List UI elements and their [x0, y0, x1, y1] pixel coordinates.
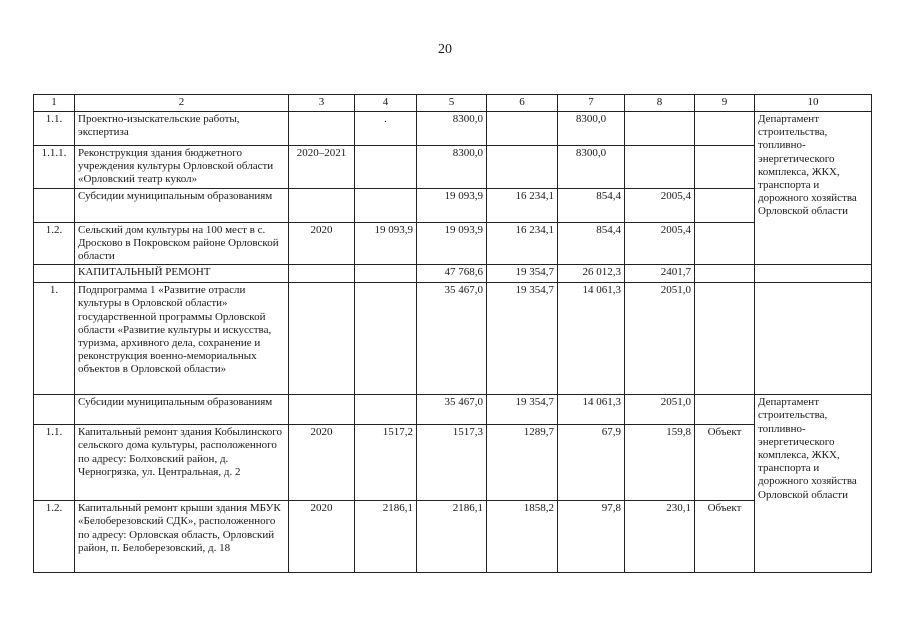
header-cell: 8 — [625, 95, 695, 112]
row-number: 1. — [34, 283, 75, 395]
value-cell: 1858,2 — [487, 501, 558, 573]
row-name: Субсидии муниципальным образованиям — [75, 188, 289, 222]
table-row — [34, 222, 872, 265]
value-cell: 1517,2 — [355, 425, 417, 501]
value-cell: 1517,3 — [417, 425, 487, 501]
value-cell — [625, 112, 695, 146]
row-name: Капитальный ремонт крыши здания МБУК «Белоберезовский СДК», расположенного по адресу: Орловская область, Орловский район, п. Белоберезовский, д. 18 — [75, 501, 289, 573]
value-cell: 2401,7 — [625, 265, 695, 283]
period-cell — [289, 283, 355, 395]
row-number — [34, 188, 75, 222]
value-cell: 8300,0 — [417, 112, 487, 146]
row-number: 1.2. — [34, 501, 75, 573]
row-name: Сельский дом культуры на 100 мест в с. Дросково в Покровском районе Орловской области — [75, 222, 289, 265]
table-row — [34, 395, 872, 425]
type-cell — [695, 283, 755, 395]
header-cell: 6 — [487, 95, 558, 112]
value-cell: 16 234,1 — [487, 188, 558, 222]
value-cell: 2186,1 — [417, 501, 487, 573]
value-cell: 26 012,3 — [558, 265, 625, 283]
row-name: Подпрограмма 1 «Развитие отрасли культуры в Орловской области» государственной программы Орловской области «Развитие культуры и искусства, туризма, архивного дела, сохранение и реконструкция военно-мемориальных объектов в Орловской области» — [75, 283, 289, 395]
value-cell — [355, 265, 417, 283]
value-cell — [355, 146, 417, 189]
type-cell: Объект — [695, 425, 755, 501]
value-cell — [355, 283, 417, 395]
value-cell: 67,9 — [558, 425, 625, 501]
value-cell — [487, 112, 558, 146]
table-row — [34, 283, 872, 395]
table-row — [34, 188, 872, 222]
value-cell: . — [355, 112, 417, 146]
value-cell — [355, 395, 417, 425]
value-cell: 159,8 — [625, 425, 695, 501]
row-name: Проектно-изыскательские работы, экспертиза — [75, 112, 289, 146]
program-table — [33, 94, 872, 573]
value-cell: 35 467,0 — [417, 395, 487, 425]
value-cell: 2186,1 — [355, 501, 417, 573]
department-cell-empty — [755, 265, 872, 283]
period-cell — [289, 395, 355, 425]
type-cell — [695, 188, 755, 222]
department-cell-empty — [755, 283, 872, 395]
header-cell: 1 — [34, 95, 75, 112]
value-cell: 19 354,7 — [487, 265, 558, 283]
value-cell: 8300,0 — [558, 112, 625, 146]
header-cell: 2 — [75, 95, 289, 112]
period-cell — [289, 265, 355, 283]
period-cell: 2020–2021 — [289, 146, 355, 189]
department-cell: Департамент строительства, топливно-энергетического комплекса, ЖКХ, транспорта и дорожного хозяйства Орловской области — [755, 395, 872, 573]
value-cell: 19 354,7 — [487, 395, 558, 425]
value-cell: 35 467,0 — [417, 283, 487, 395]
value-cell — [355, 188, 417, 222]
period-cell — [289, 112, 355, 146]
value-cell: 2051,0 — [625, 283, 695, 395]
department-cell: Департамент строительства, топливно-энергетического комплекса, ЖКХ, транспорта и дорожного хозяйства Орловской области — [755, 112, 872, 265]
value-cell: 854,4 — [558, 222, 625, 265]
row-number — [34, 265, 75, 283]
type-cell — [695, 112, 755, 146]
period-cell: 2020 — [289, 501, 355, 573]
table-row — [34, 501, 872, 573]
table-row — [34, 112, 872, 146]
value-cell: 19 093,9 — [417, 222, 487, 265]
value-cell: 19 093,9 — [417, 188, 487, 222]
row-name: Реконструкция здания бюджетного учреждения культуры Орловской области «Орловский театр кукол» — [75, 146, 289, 189]
value-cell: 2005,4 — [625, 222, 695, 265]
value-cell — [487, 146, 558, 189]
header-cell: 7 — [558, 95, 625, 112]
row-number: 1.1. — [34, 112, 75, 146]
type-cell — [695, 395, 755, 425]
header-cell: 5 — [417, 95, 487, 112]
value-cell: 47 768,6 — [417, 265, 487, 283]
type-cell: Объект — [695, 501, 755, 573]
header-cell: 10 — [755, 95, 872, 112]
value-cell: 2005,4 — [625, 188, 695, 222]
value-cell: 19 354,7 — [487, 283, 558, 395]
header-cell: 3 — [289, 95, 355, 112]
row-number: 1.1. — [34, 425, 75, 501]
value-cell: 16 234,1 — [487, 222, 558, 265]
row-number: 1.2. — [34, 222, 75, 265]
row-number: 1.1.1. — [34, 146, 75, 189]
page-number: 20 — [438, 42, 452, 57]
table-row — [34, 146, 872, 189]
period-cell: 2020 — [289, 222, 355, 265]
header-cell: 9 — [695, 95, 755, 112]
value-cell: 19 093,9 — [355, 222, 417, 265]
type-cell — [695, 222, 755, 265]
section-title: КАПИТАЛЬНЫЙ РЕМОНТ — [75, 265, 289, 283]
value-cell: 230,1 — [625, 501, 695, 573]
value-cell: 97,8 — [558, 501, 625, 573]
value-cell: 8300,0 — [558, 146, 625, 189]
row-name: Капитальный ремонт здания Кобылинского сельского дома культуры, расположенного по адресу: Болховский район, д. Черногрязка, ул. Центральная, д. 2 — [75, 425, 289, 501]
period-cell: 2020 — [289, 425, 355, 501]
table-row — [34, 425, 872, 501]
header-cell: 4 — [355, 95, 417, 112]
section-row — [34, 265, 872, 283]
value-cell — [625, 146, 695, 189]
value-cell: 1289,7 — [487, 425, 558, 501]
value-cell: 854,4 — [558, 188, 625, 222]
type-cell — [695, 265, 755, 283]
value-cell: 14 061,3 — [558, 395, 625, 425]
row-number — [34, 395, 75, 425]
value-cell: 2051,0 — [625, 395, 695, 425]
value-cell: 8300,0 — [417, 146, 487, 189]
type-cell — [695, 146, 755, 189]
period-cell — [289, 188, 355, 222]
header-row — [34, 95, 872, 112]
value-cell: 14 061,3 — [558, 283, 625, 395]
row-name: Субсидии муниципальным образованиям — [75, 395, 289, 425]
